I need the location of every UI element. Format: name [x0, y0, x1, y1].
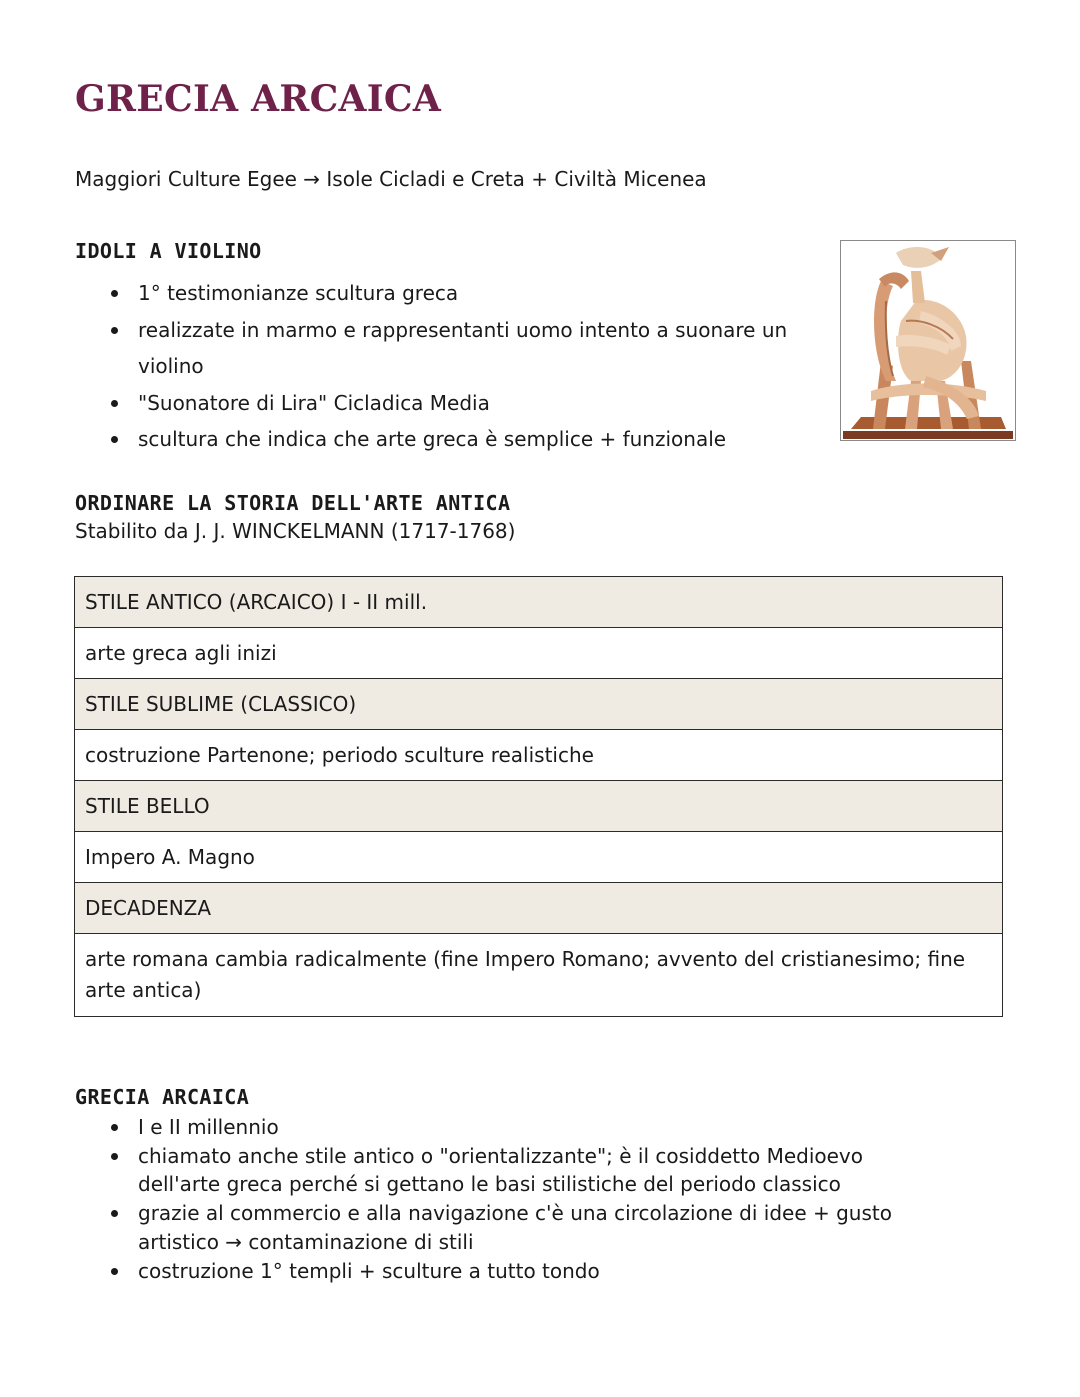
harp-player-statue-image — [840, 240, 1016, 441]
winckelmann-line: Stabilito da J. J. WINCKELMANN (1717-1768) — [75, 519, 516, 543]
ordinare-heading: ORDINARE LA STORIA DELL'ARTE ANTICA — [75, 491, 511, 515]
table-cell: STILE SUBLIME (CLASSICO) — [75, 679, 1003, 730]
table-row — [75, 577, 1003, 628]
table-row — [75, 934, 1003, 1017]
table-cell: DECADENZA — [75, 883, 1003, 934]
table-row — [75, 832, 1003, 883]
table-cell: arte romana cambia radicalmente (fine Impero Romano; avvento del cristianesimo; fine arte antica) — [75, 934, 1003, 1017]
harp-player-statue-icon — [841, 241, 1015, 440]
list-item: chiamato anche stile antico o "orientalizzante"; è il cosiddetto Medioevo dell'arte greca perché si gettano le basi stilistiche del periodo classico — [75, 1142, 935, 1199]
grecia-heading: GRECIA ARCAICA — [75, 1085, 250, 1109]
table-row — [75, 730, 1003, 781]
table-cell: STILE BELLO — [75, 781, 1003, 832]
table-row — [75, 628, 1003, 679]
list-item: realizzate in marmo e rappresentanti uomo intento a suonare un violino — [75, 312, 835, 385]
intro-line: Maggiori Culture Egee → Isole Cicladi e Creta + Civiltà Micenea — [75, 167, 707, 191]
list-item: 1° testimonianze scultura greca — [75, 275, 835, 312]
table-cell: arte greca agli inizi — [75, 628, 1003, 679]
table-cell: STILE ANTICO (ARCAICO) I - II mill. — [75, 577, 1003, 628]
idoli-heading: IDOLI A VIOLINO — [75, 239, 262, 263]
list-item: "Suonatore di Lira" Cicladica Media — [75, 385, 835, 422]
list-item: costruzione 1° templi + sculture a tutto tondo — [75, 1257, 935, 1286]
grecia-list — [75, 1113, 935, 1285]
list-item: I e II millennio — [75, 1113, 935, 1142]
table-row — [75, 883, 1003, 934]
list-item: grazie al commercio e alla navigazione c'è una circolazione di idee + gusto artistico → contaminazione di stili — [75, 1199, 935, 1256]
table-row — [75, 781, 1003, 832]
page-title: GRECIA ARCAICA — [75, 78, 442, 120]
idoli-list — [75, 275, 835, 458]
list-item: scultura che indica che arte greca è semplice + funzionale — [75, 421, 835, 458]
table-cell: Impero A. Magno — [75, 832, 1003, 883]
table-row — [75, 679, 1003, 730]
table-cell: costruzione Partenone; periodo sculture realistiche — [75, 730, 1003, 781]
art-periods-table — [74, 576, 1003, 1017]
